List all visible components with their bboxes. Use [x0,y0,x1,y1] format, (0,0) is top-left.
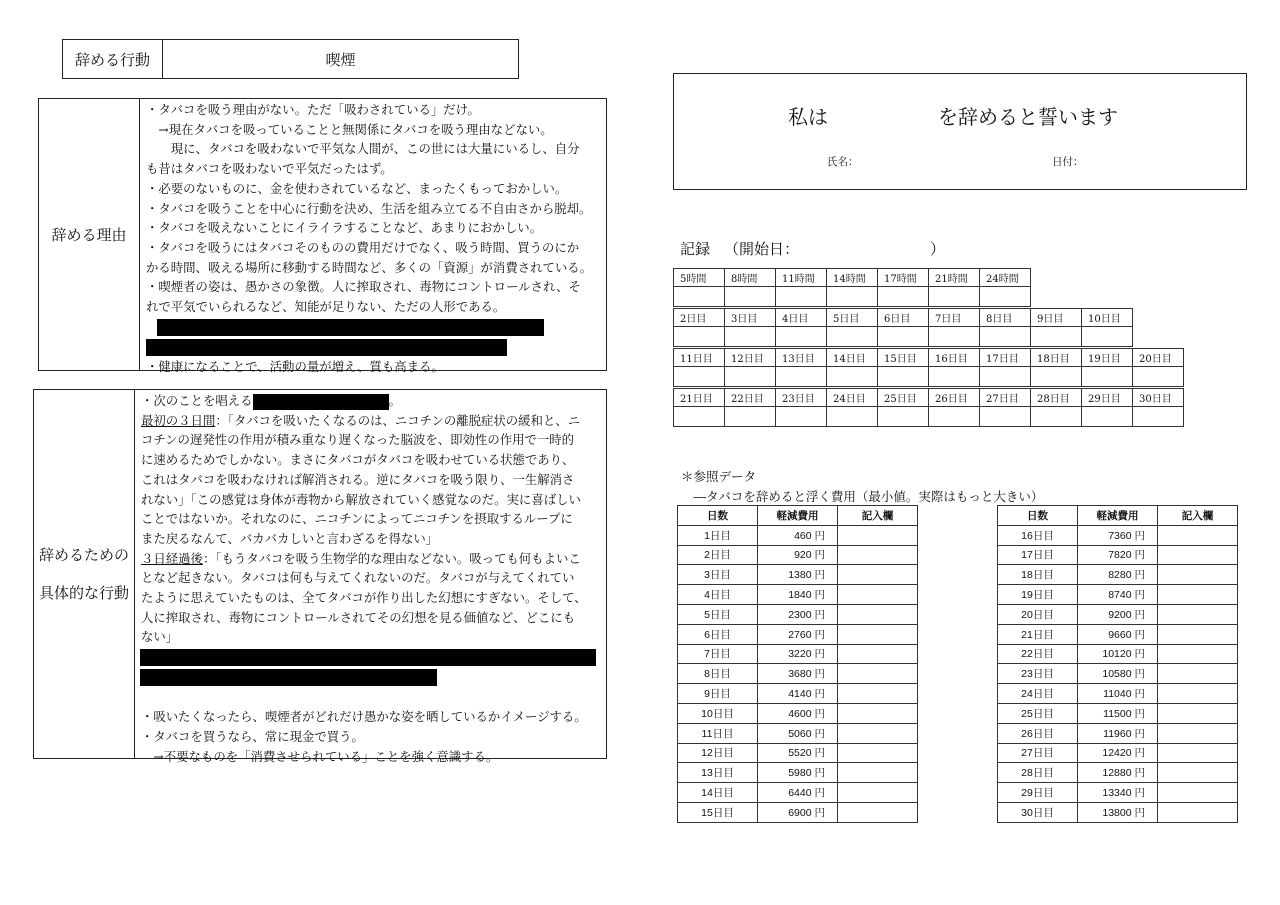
record-check-cell[interactable] [1082,367,1133,387]
savings-cell: 4140 円 [758,684,838,704]
entry-cell[interactable] [838,624,918,644]
entry-cell[interactable] [838,743,918,763]
savings-cell: 3220 円 [758,644,838,664]
savings-cell: 9660 円 [1078,624,1158,644]
entry-cell[interactable] [838,763,918,783]
table-row [998,664,1238,684]
record-day-label: 8時間 [725,269,776,287]
redaction-block [146,337,602,357]
savings-cell: 2760 円 [758,624,838,644]
record-check-cell[interactable] [878,287,929,307]
table-row [678,684,918,704]
record-day-label: 19日目 [1082,349,1133,367]
entry-cell[interactable] [1158,783,1238,803]
savings-cell: 3680 円 [758,664,838,684]
savings-cell: 1840 円 [758,585,838,605]
day-cell: 15日目 [678,802,758,822]
text-line: コチンの遅発性の作用が積み重なり遅くなった脳波を、即効性の作用で一時的 [141,432,575,448]
record-day-label: 24日目 [827,389,878,407]
day-cell: 28日目 [998,763,1078,783]
record-day-label: 15日目 [878,349,929,367]
record-day-label: 3日目 [725,309,776,327]
entry-cell[interactable] [838,783,918,803]
text-line: も昔はタバコを吸わないで平気だったはず。 [146,161,393,177]
day-cell: 10日目 [678,703,758,723]
table-row [678,585,918,605]
text-line: ・吸いたくなったら、喫煙者がどれだけ愚かな姿を晒しているかイメージする。 [141,709,587,725]
table-row [678,604,918,624]
entry-cell[interactable] [838,723,918,743]
entry-cell[interactable] [838,545,918,565]
record-day-label: 14日目 [827,349,878,367]
day-cell: 6日目 [678,624,758,644]
record-day-label: 24時間 [980,269,1031,287]
table-row [998,644,1238,664]
table-row [678,743,918,763]
record-day-label: 29日目 [1082,389,1133,407]
text-line: ・タバコを吸えないことにイライラすることなど、あまりにおかしい。 [146,220,543,236]
table-row [678,783,918,803]
day-cell: 5日目 [678,604,758,624]
record-check-cell[interactable] [929,367,980,387]
table-row [998,624,1238,644]
record-check-cell[interactable] [980,407,1031,427]
reasons-last-line: ・健康になることで、活動の量が増え、質も高まる。 [146,358,444,374]
record-day-label: 9日目 [1031,309,1082,327]
record-day-label: 13日目 [776,349,827,367]
record-day-label: 5時間 [674,269,725,287]
table-row [998,585,1238,605]
record-check-cell[interactable] [1031,327,1082,347]
table-row [678,545,918,565]
record-block-2 [673,308,1133,347]
savings-cell: 12420 円 [1078,743,1158,763]
text-line: →不要なものを「消費させられている」ことを強く意識する。 [141,748,499,764]
record-block-3 [673,348,1184,387]
entry-cell[interactable] [838,802,918,822]
record-day-label: 21時間 [929,269,980,287]
savings-cell: 6900 円 [758,802,838,822]
day-cell: 27日目 [998,743,1078,763]
table-row [998,763,1238,783]
entry-cell[interactable] [1158,743,1238,763]
savings-cell: 460 円 [758,525,838,545]
text-line: ・喫煙者の姿は、愚かさの象徴。人に搾取され、毒物にコントロールされ、そ [146,279,581,295]
day-cell: 24日目 [998,684,1078,704]
record-check-cell[interactable] [827,367,878,387]
savings-cell: 11040 円 [1078,684,1158,704]
savings-cell: 13800 円 [1078,802,1158,822]
savings-cell: 11500 円 [1078,703,1158,723]
redaction-block [141,667,602,687]
day-cell: 30日目 [998,802,1078,822]
record-day-label: 16日目 [929,349,980,367]
record-day-label: 11時間 [776,269,827,287]
record-check-cell[interactable] [776,287,827,307]
savings-cell: 4600 円 [758,703,838,723]
text-line: 現に、タバコを吸わないで平気な人間が、この世には大量にいるし、自分 [146,141,580,157]
table-row [998,525,1238,545]
day-cell: 19日目 [998,585,1078,605]
record-check-cell[interactable] [980,287,1031,307]
record-day-label: 4日目 [776,309,827,327]
day-cell: 13日目 [678,763,758,783]
entry-cell[interactable] [1158,644,1238,664]
entry-cell[interactable] [1158,802,1238,822]
record-day-label: 12日目 [725,349,776,367]
record-check-cell[interactable] [878,327,929,347]
concrete-actions-box [33,389,607,764]
table-row [678,723,918,743]
paragraph-head-line: 最初の３日間：「タバコを吸いたくなるのは、ニコチンの離脱症状の緩和と、ニ [141,412,581,428]
record-day-label: 27日目 [980,389,1031,407]
table-row [998,604,1238,624]
text-line: これはタバコを吸わなければ解消される。逆にタバコを吸う限り、一生解消さ [141,471,575,487]
record-check-cell[interactable] [878,407,929,427]
record-day-label: 21日目 [674,389,725,407]
record-day-label: 14時間 [827,269,878,287]
savings-cell: 5060 円 [758,723,838,743]
savings-cell: 7360 円 [1078,525,1158,545]
day-cell: 2日目 [678,545,758,565]
table-row [998,802,1238,822]
text-line: ・タバコを吸う理由がない。ただ「吸わされている」だけ。 [146,102,480,117]
record-check-cell[interactable] [725,327,776,347]
action-table [62,39,519,79]
text-line: ・必要のないものに、金を使わされているなど、まったくもっておかしい。 [146,180,568,196]
date-label: 日付： [1052,156,1084,168]
record-day-label: 11日目 [674,349,725,367]
day-cell: 17日目 [998,545,1078,565]
record-day-label: 7日目 [929,309,980,327]
name-label: 氏名： [827,156,859,168]
day-cell: 1日目 [678,525,758,545]
text-line: たように思えていたものは、全てタバコが作り出した幻想にすぎない。そして、 [141,590,587,606]
record-check-cell[interactable] [827,327,878,347]
table-row [998,565,1238,585]
redaction-block [141,647,602,667]
day-cell: 29日目 [998,783,1078,803]
savings-cell: 8740 円 [1078,585,1158,605]
entry-cell[interactable] [1158,525,1238,545]
text-line: ことではないか。それなのに、ニコチンによってニコチンを摂取するループに [141,511,573,527]
record-day-label: 26日目 [929,389,980,407]
record-check-cell[interactable] [929,407,980,427]
savings-cell: 13340 円 [1078,783,1158,803]
text-line: ・タバコを吸うことを中心に行動を決め、生活を組み立てる不自由さから脱却。 [146,200,592,216]
record-day-label: 8日目 [980,309,1031,327]
record-check-cell[interactable] [878,367,929,387]
record-check-cell[interactable] [827,407,878,427]
day-cell: 25日目 [998,703,1078,723]
underlined-heading: 最初の３日間 [141,412,216,428]
reference-title: ＊参照データ [681,469,757,484]
paragraph-head-line: ３日経過後：「もうタバコを吸う生物学的な理由などない。吸っても何もよいこ [141,550,581,566]
record-check-cell[interactable] [1082,407,1133,427]
record-check-cell[interactable] [1133,407,1184,427]
record-check-cell[interactable] [776,327,827,347]
record-check-cell[interactable] [674,287,725,307]
table-row [998,545,1238,565]
action-value: 喫煙 [163,40,519,79]
day-cell: 21日目 [998,624,1078,644]
record-day-label: 28日目 [1031,389,1082,407]
record-day-label: 18日目 [1031,349,1082,367]
action-label: 辞める行動 [63,40,163,79]
reference-table-left: 日数 軽減費用 記入欄 1日目 460 円 2日目 920 円 3日目 1380 円 4日目 1840 円 5日目 2300 円 6日目 2760 円 7日目 3220 円 8日目 3680 円 9日目 4140 円 10日目 4600 円 11日目 5060 円 12日目 5520 円 13日目 5980 円 14日目 6440 円 15日目 6900 円 [677,505,918,823]
day-cell: 20日目 [998,604,1078,624]
redaction-block [146,317,602,337]
record-check-cell[interactable] [725,367,776,387]
record-check-cell[interactable] [674,407,725,427]
text-line: ・タバコを吸うにはタバコそのものの費用だけでなく、吸う時間、買うのにか [146,239,580,255]
day-cell: 7日目 [678,644,758,664]
day-cell: 26日目 [998,723,1078,743]
entry-cell[interactable] [838,565,918,585]
entry-cell[interactable] [838,703,918,723]
table-row [678,644,918,664]
reasons-body [140,99,606,374]
entry-cell[interactable] [838,585,918,605]
record-header: 記録 （開始日： ） [680,240,946,258]
record-day-label: 10日目 [1082,309,1133,327]
entry-cell[interactable] [1158,684,1238,704]
record-check-cell[interactable] [980,367,1031,387]
underlined-heading: ３日経過後 [141,550,203,566]
record-day-label: 17日目 [980,349,1031,367]
record-check-cell[interactable] [776,367,827,387]
day-cell: 14日目 [678,783,758,803]
reference-subtitle: ―タバコを辞めると浮く費用（最小値。実際はもっと大きい） [681,489,1044,504]
entry-cell[interactable] [1158,545,1238,565]
table-row [998,684,1238,704]
table-row [678,664,918,684]
text-line: 人に搾取され、毒物にコントロールされてその幻想を見る価値など、どこにも [141,609,576,625]
entry-cell[interactable] [838,644,918,664]
reasons-label: 辞める理由 [39,99,140,370]
savings-cell: 7820 円 [1078,545,1158,565]
record-check-cell[interactable] [1133,367,1184,387]
savings-cell: 6440 円 [758,783,838,803]
day-cell: 3日目 [678,565,758,585]
text-line: ない」 [141,629,179,645]
text-line: →現在タバコを吸っていることと無関係にタバコを吸う理由などない。 [146,121,553,137]
text-line: また戻るなんて、バカバカしいと言わざるを得ない」 [141,530,439,546]
record-check-cell[interactable] [929,287,980,307]
entry-cell[interactable] [1158,664,1238,684]
record-check-cell[interactable] [674,327,725,347]
pledge-text-1: 私は [788,105,828,129]
text-line: ・タバコを買うなら、常に現金で買う。 [141,728,364,744]
text-line: に速めるためでしかない。まさにタバコがタバコを吸わせている状態であり、 [141,452,575,468]
record-check-cell[interactable] [1082,327,1133,347]
entry-cell[interactable] [1158,703,1238,723]
pledge-text-2: を辞めると誓います [938,105,1118,129]
record-check-cell[interactable] [725,407,776,427]
text-line: れで平気でいられるなど、知能が足りない、ただの人形である。 [146,299,506,315]
entry-cell[interactable] [1158,585,1238,605]
record-check-cell[interactable] [776,407,827,427]
redaction-block [253,394,389,410]
entry-cell[interactable] [1158,723,1238,743]
record-check-cell[interactable] [980,327,1031,347]
savings-cell: 10120 円 [1078,644,1158,664]
savings-cell: 5520 円 [758,743,838,763]
table-row [998,743,1238,763]
record-block-1 [673,268,1031,307]
record-check-cell[interactable] [1031,367,1082,387]
savings-cell: 8280 円 [1078,565,1158,585]
day-cell: 12日目 [678,743,758,763]
entry-cell[interactable] [838,525,918,545]
savings-cell: 5980 円 [758,763,838,783]
record-check-cell[interactable] [725,287,776,307]
table-row [678,802,918,822]
table-row [678,565,918,585]
record-check-cell[interactable] [827,287,878,307]
table-row [678,763,918,783]
savings-cell: 1380 円 [758,565,838,585]
text-line: れない」「この感覚は身体が毒物から解放されていく感覚なのだ。実に喜ばしい [141,491,581,507]
entry-cell[interactable] [1158,604,1238,624]
record-check-cell[interactable] [929,327,980,347]
record-day-label: 23日目 [776,389,827,407]
entry-cell[interactable] [838,684,918,704]
record-day-label: 30日目 [1133,389,1184,407]
savings-cell: 11960 円 [1078,723,1158,743]
record-day-label: 17時間 [878,269,929,287]
record-block-4 [673,388,1184,427]
entry-cell[interactable] [1158,565,1238,585]
entry-cell[interactable] [1158,624,1238,644]
record-check-cell[interactable] [1031,407,1082,427]
record-day-label: 20日目 [1133,349,1184,367]
day-cell: 18日目 [998,565,1078,585]
table-row [678,703,918,723]
table-row [998,703,1238,723]
concrete-actions-label: 辞めるための 具体的な行動 [34,390,135,758]
day-cell: 4日目 [678,585,758,605]
day-cell: 9日目 [678,684,758,704]
table-row [678,525,918,545]
concrete-actions-body: ・次のことを唱える 。 最初の３日間：「タバコを吸いたくなるのは、ニコチンの離脱症状の緩和と、ニ コチンの遅発性の作用が積み重なり遅くなった脳波を、即効性の作用で一時的 に速めるためでしかない。まさにタバコがタバコを吸わせている状態であり、 これはタバコを吸わなければ解消される。逆にタバコを吸う限り、一生解消さ れない」「この感覚は身体が毒物から解放されていく感覚なのだ。実に喜ばしい ことではないか。それなのに、ニコチンによってニコチンを摂取するループに また戻るなんて、バカバカしいと言わざるを得ない」 ３日経過後：「もうタバコを吸う生物学的な理由などない。吸っても何もよいこ となど起きない。タバコは何も与えてくれないのだ。タバコが与えてくれてい たように思えていたものは、全てタバコが作り出した幻想にすぎない。そして、 人に搾取され、毒物にコントロールされてその幻想を見る価値など、どこにも ない」 ・吸いたくなったら、喫煙者がどれだけ愚かな姿を晒しているかイメージする。 ・タバコを買うなら、常に現金で買う。 →不要なものを「消費させられている」ことを強く意識する。 [135,390,606,758]
record-day-label: 2日目 [674,309,725,327]
record-day-label: 22日目 [725,389,776,407]
savings-cell: 2300 円 [758,604,838,624]
table-row [998,723,1238,743]
savings-cell: 9200 円 [1078,604,1158,624]
day-cell: 16日目 [998,525,1078,545]
day-cell: 8日目 [678,664,758,684]
savings-cell: 12880 円 [1078,763,1158,783]
record-day-label: 25日目 [878,389,929,407]
text-line: となど起きない。タバコは何も与えてくれないのだ。タバコが与えてくれてい [141,570,575,586]
entry-cell[interactable] [838,664,918,684]
reasons-box [38,98,607,374]
day-cell: 23日目 [998,664,1078,684]
record-check-cell[interactable] [674,367,725,387]
record-day-label: 6日目 [878,309,929,327]
table-row [678,624,918,644]
table-row [998,783,1238,803]
record-day-label: 5日目 [827,309,878,327]
day-cell: 11日目 [678,723,758,743]
reference-table-right: 日数 軽減費用 記入欄 16日目 7360 円 17日目 7820 円 18日目 8280 円 19日目 8740 円 20日目 9200 円 21日目 9660 円 22日目 10120 円 23日目 10580 円 24日目 11040 円 25日目 11500 円 26日目 11960 円 27日目 12420 円 28日目 12880 円 29日目 13340 円 30日目 13800 円 [997,505,1238,823]
entry-cell[interactable] [1158,763,1238,783]
day-cell: 22日目 [998,644,1078,664]
savings-cell: 10580 円 [1078,664,1158,684]
pledge-box [673,73,1247,190]
text-line: かる時間、吸える場所に移動する時間など、多くの「資源」が消費されている。 [146,259,593,275]
savings-cell: 920 円 [758,545,838,565]
entry-cell[interactable] [838,604,918,624]
